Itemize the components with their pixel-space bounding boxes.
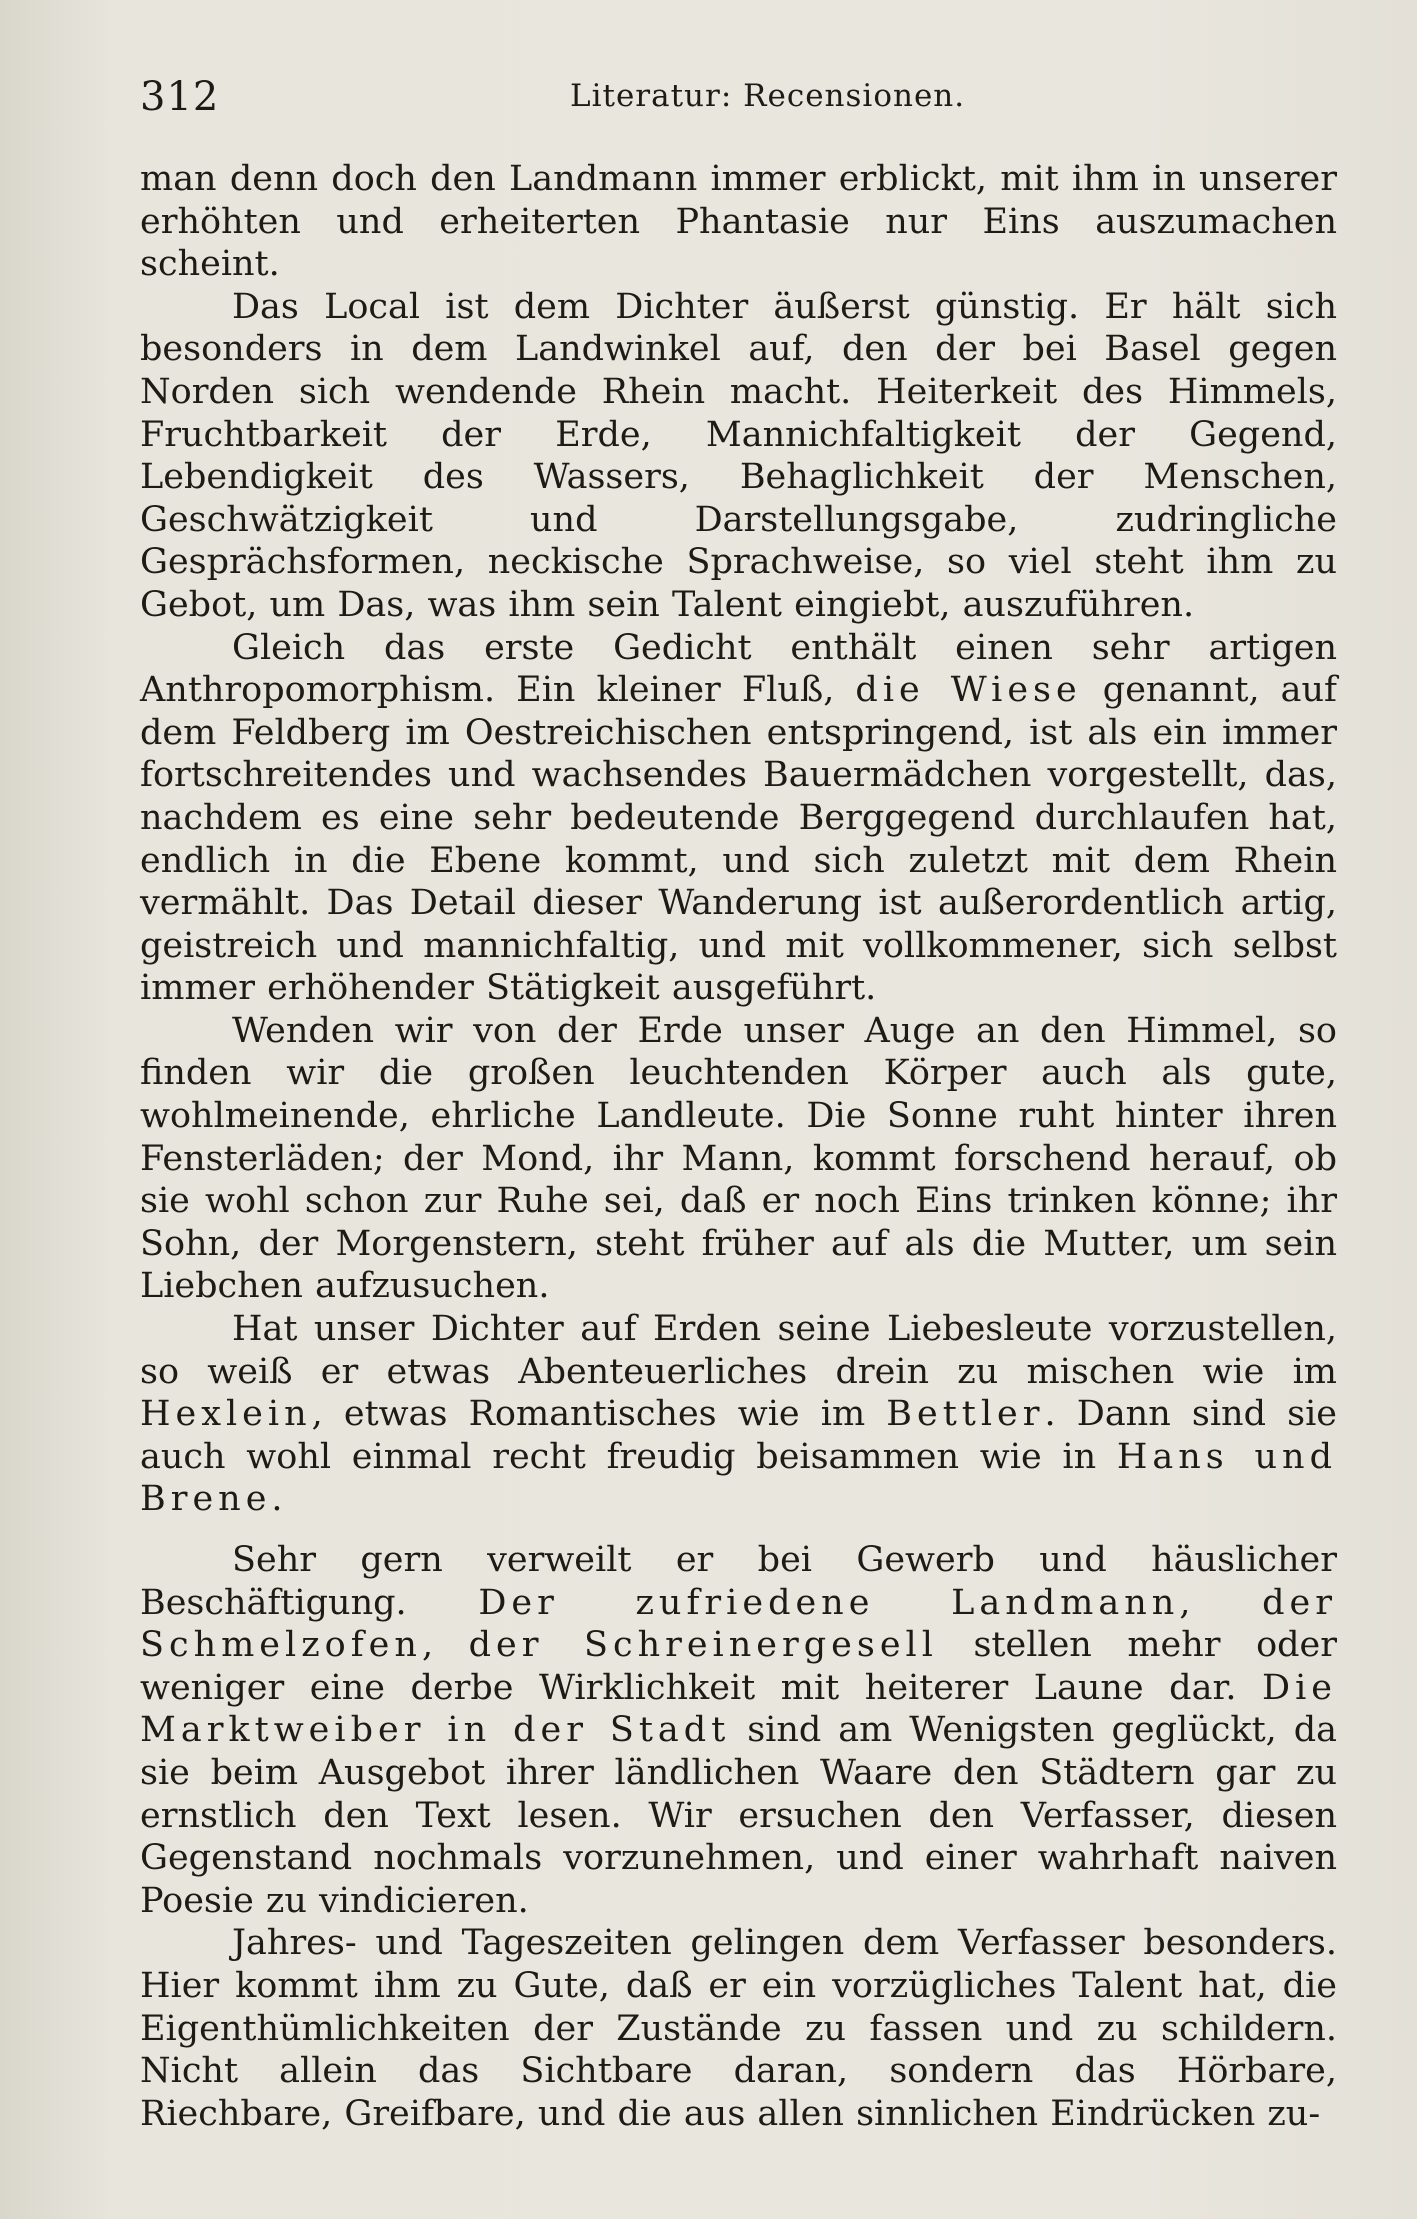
emphasized-title: Der zufriedene Landmann [478,1582,1180,1623]
paragraph-text: genannt, auf dem Feldberg im Oestreichischen entspringend, ist als ein immer fortschreitendes und wachsendes Bauermädchen vorgestellt, das, nachdem es eine sehr bedeutende Berggegend durchlaufen hat, endlich in die Ebene kommt, und sich zuletzt mit dem Rhein vermählt. Das Detail dieser Wanderung ist außerordentlich artig, geistreich und mannichfaltig, und mit vollkommener, sich selbst immer erhöhender Stätigkeit ausgeführt. [140,670,1337,1009]
emphasized-title: die Wiese [855,670,1082,711]
emphasized-title: Die Marktweiber in der Stadt [140,1667,1337,1751]
paragraph-text: Jahres- und Tageszeiten gelingen dem Verfasser besonders. Hier kommt ihm zu Gute, daß er ein vorzügliches Talent hat, die Eigenthümlichkeiten der Zustände zu fassen und zu schildern. Nicht allein das Sichtbare daran, sondern das Hörbare, Riechbare, Greifbare, und die aus allen sinnlichen Eindrücken zu- [140,1923,1337,2134]
page-header [140,68,1337,124]
emphasized-title: der Schreinergesell [468,1625,938,1666]
paragraph-text: , [1179,1582,1263,1623]
paragraph-text: Wenden wir von der Erde unser Auge an den Himmel, so finden wir die großen leuchtenden Körper auch als gute, wohlmeinende, ehrliche Landleute. Die Sonne ruht hinter ihren Fensterläden; der Mond, ihr Mann, kommt forschend herauf, ob sie wohl schon zur Ruhe sei, daß er noch Eins trinken könne; ihr Sohn, der Morgenstern, steht früher auf als die Mutter, um sein Liebchen aufzusuchen. [140,1010,1337,1307]
paragraph-text: , [421,1625,469,1666]
paragraph [140,1539,1337,1922]
paragraph-text: Sehr gern verweilt er bei Gewerb und häuslicher Beschäftigung. [140,1540,1337,1623]
emphasized-title: Bettler [886,1394,1045,1435]
body-text [140,158,1337,2135]
paragraph [140,286,1337,627]
paragraph-text: Hat unser Dichter auf Erden seine Liebesleute vorzustellen, so weiß er etwas Abenteuerliches drein zu mischen wie im [140,1309,1337,1392]
paragraph-text: stellen mehr oder weniger eine derbe Wirklichkeit mit heiterer Laune dar. [140,1625,1337,1708]
paragraph-text: Das Local ist dem Dichter äußerst günstig. Er hält sich besonders in dem Landwinkel auf, den der bei Basel gegen Norden sich wendende Rhein macht. Heiterkeit des Himmels, Fruchtbarkeit der Erde, Mannichfaltigkeit der Gegend, Lebendigkeit des Wassers, Behaglichkeit der Menschen, Geschwätzigkeit und Darstellungsgabe, zudringliche Gesprächsformen, neckische Sprachweise, so viel steht ihm zu Gebot, um Das, was ihm sein Talent eingiebt, auszuführen. [140,286,1337,625]
paragraph-text: , etwas Romantisches wie im [311,1394,887,1435]
paragraph-text: Gleich das erste Gedicht enthält einen sehr artigen Anthropomorphism. Ein kleiner Fluß, [140,627,1337,711]
emphasized-title: Hexlein [140,1394,312,1435]
paragraph [140,158,1337,286]
paragraph-text: . [271,1479,283,1520]
paragraph-text: sind am Wenigsten geglückt, da sie beim Ausgebot ihrer ländlichen Waare den Städtern gar zu ernstlich den Text lesen. Wir ersuchen den Verfasser, diesen Gegenstand nochmals vorzunehmen, und einer wahrhaft naiven Poesie zu vindicieren. [140,1710,1337,1921]
running-title: Literatur: Recensionen. [570,78,966,114]
paragraph [140,1308,1337,1521]
paragraph [140,1922,1337,2135]
page-number: 312 [140,74,220,120]
emphasized-title: Hans und Brene [140,1436,1337,1520]
paragraph [140,627,1337,1010]
paragraph [140,1010,1337,1308]
emphasized-title: der Schmelzofen [140,1582,1337,1666]
paragraph-text: man denn doch den Landmann immer erblickt, mit ihm in unserer erhöhten und erheiterten Phantasie nur Eins auszumachen scheint. [140,159,1337,285]
paragraph-text: . Dann sind sie auch wohl einmal recht freudig beisammen wie in [140,1394,1338,1477]
